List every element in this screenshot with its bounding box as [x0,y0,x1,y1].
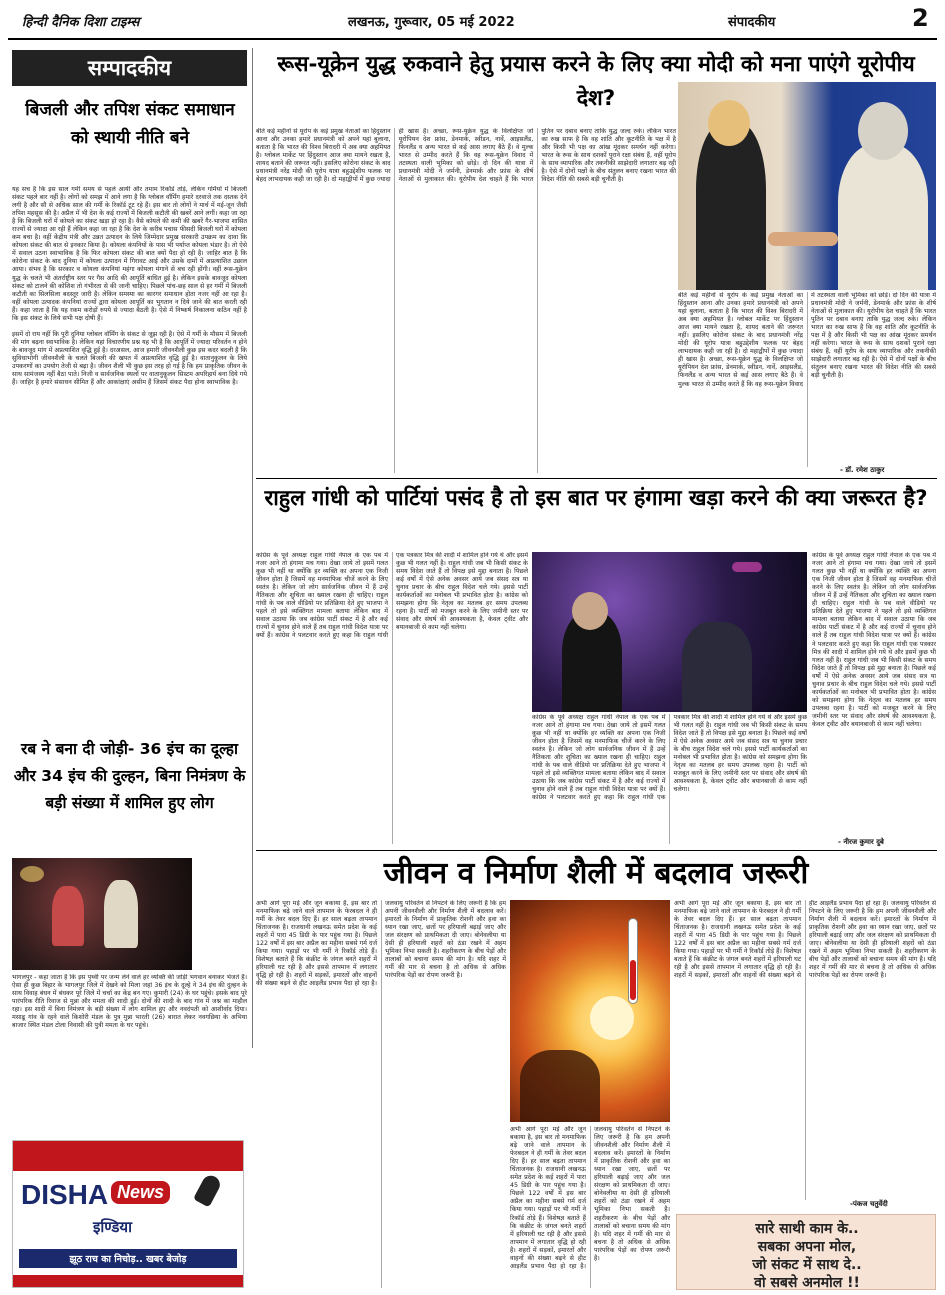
masthead [8,6,937,36]
wedding-body: भागलपुर - कहा जाता है कि इस पृथ्वी पर जन्म लेने वाले हर व्यक्ति की जोड़ी भगवान बनाकर भेजते हैं। ऐसा ही कुछ बिहार के भागलपुर जिले में देखने को मिला जहां 36 इंच के दूल्हे ने 34 इंच की दुल्हन के साथ विवाह बंधन में बंधकर पूरे जिले में चर्चा का केंद्र बन गए। कुमारी (24) के घर पहुंचे। इसके बाद पूरे पारंपरिक रीति रिवाज से मुन्ना और ममता की शादी हुई। दोनों की शादी के बाद गांव में जश्न का माहौल रहा। इस शादी में बिना निमंत्रण के बड़ी संख्या में लोग शामिल हुए और नवदंपती को आशीर्वाद दिया। मसाढू गांव के रहने वाले किशोरी मंडल के पुत्र मुन्ना भारती (26) बारात लेकर नवगछिया के अभिया बाजार स्थित मंडल टोला निवासी की पुत्री ममता के घर पहुंचे। [12,974,247,1030]
page-number: 2 [912,4,929,32]
heatwave-photo [510,900,670,1122]
russia-byline: - डॉ. रमेश ठाकुर [840,466,885,474]
quote-line-2: सबका अपना मोल, [757,1239,857,1255]
russia-headline: रूस-यूक्रेन युद्ध रुकवाने हेतु प्रयास करने के लिए क्या मोदी को मना पाएंगे यूरोपीय देश? [277,52,915,111]
disha-news-ad [12,1140,244,1288]
section-rule-1 [256,478,937,479]
wedding-headline: रब ने बना दी जोड़ी- 36 इंच का दूल्हा और 34 इंच की दुल्हन, बिना निमंत्रण के बड़ी संख्या में शामिल हुए लोग [13,740,246,812]
ad-news: News [111,1181,170,1204]
editorial-band: सम्पादकीय [12,50,247,86]
ad-brand: DISHA [21,1179,109,1210]
section-name: संपादकीय [728,15,776,30]
ad-hindi: इण्डिया [93,1218,132,1236]
sun-icon [590,996,634,1040]
column-divider [252,48,253,1048]
editorial-body: यह सच है कि इस साल गर्मी समय से पहले आयी और तमाम रिकॉर्ड तोड़े, लेकिन गर्मियों में बिजली संकट पहले बार नहीं है। लोगों को समझ में आने लगा है कि ग्लोबल वॉर्मिंग हमारे दरवाजे तक दस्तक देने लगी है और सौ से अधिक साल की गर्मी के रिकॉर्ड टूट रहे हैं। इस बार तो लोगों ने मार्च में मई-जून जैसी तपिश महसूस की है। अप्रैल में भी देश के कई राज्यों में बिजली कटौती की खबरें आने लगीं। कहा जा रहा है कि बिजली घरों में कोयले का संकट खड़ा हो रहा है। वैसे कोयले की कमी की खबरें गैर-भाजपा शासित राज्यों से ज्यादा आ रही हैं लेकिन कहा जा रहा है कि देश के करीब पचास फीसदी बिजली घरों में कोयला कम बचा है। वहीं केंद्रीय मंत्री और उन्नत उत्पादन के लिये जिम्मेदार प्रमुख सरकारी उपक्रम का दावा कि कोयला संकट की बात से इनकार किया है। कोयला कंपनियों के पास भी पर्याप्त कोयला भंडार है। तो ऐसे में सवाल उठना स्वाभाविक है कि फिर कोयला संकट की बात क्यों पैदा हो रही है। जाहिर बात है कि कोरोना संकट के बाद दुनिया में कोयला उत्पादन में गिरावट आई और उसके दामों में अप्रत्याशित उछाल आया। संभव है कि सरकार व कोयला कंपनियां महंगा कोयला मंगाने से बच रही होंगी। वहीं रूस-यूक्रेन युद्ध के चलते भी अंतर्राष्ट्रीय स्तर पर गैस आदि की आपूर्ति बाधित हुई है। लेकिन इसके बावजूद कोयला संकट को टालने की कोशिश तो गंभीरता से की जानी चाहिए। पिछले पांच-छह साल से हर गर्मी में बिजली कटौती का सिलसिला बदस्तूर जारी है। लेकिन समस्या का कारगर समाधान होता नजर नहीं आ रहा है। वहीं कोयला उत्पादक कंपनियां राज्यों द्वारा कोयला आपूर्ति का भुगतान न दिये जाने की बात करती रही हैं। कहा जाता है कि यह रकम करोड़ों रुपये से ज्यादा बैठती है। ऐसे में निष्कर्ष निकालना कठिन नहीं है कि इस संकट के लिये सभी पक्ष दोषी हैं। इसमें दो राय नहीं कि पूरी दुनिया ग्लोबल वॉर्मिंग के संकट से जूझ रही है। ऐसे में गर्मी के मौसम में बिजली की मांग बढ़ना स्वाभाविक है। लेकिन यहां विचारणीय प्रश्न यह भी है कि आपूर्ति में ज्यादा परिवर्तन न होने के बावजूद मांग में अप्रत्याशित वृद्धि हुई है। दरअसल, आज हमारी जीवनशैली कुछ इस कदर बदली है कि सुविधाभोगी जीवनशैली के चलते बिजली की खपत में अप्रत्याशित वृद्धि हुई है। वातानुकूलन के लिये उपकरणों का उपयोग तेजी से बढ़ा है। जीवन शैली भी कुछ इस तरह हो गई है कि हम प्राकृतिक जीवन के साथ सामंजस्य नहीं बैठा पाते। निजी व सार्वजनिक स्थलों पर वातानुकूलन सिस्टम अपरिहार्य बना दिये गये हैं। जाहिर है हमारे संसाधन सीमित हैं और आकांक्षाएं असीम हैं जिसमें संकट पैदा होना स्वाभाविक है। [12,186,247,387]
section-rule-2 [256,850,937,851]
quote-line-3: जो संकट में साथ दे.. [752,1257,862,1273]
lifestyle-byline: -पंकज चतुर्वेदी [850,1200,888,1208]
rahul-body: कांग्रेस के पूर्व अध्यक्ष राहुल गांधी नेपाल के एक पब में नजर आने तो हंगामा मच गया। देखा जाये तो इसमें गलत कुछ भी नहीं था क्योंकि हर व्यक्ति का अपना एक निजी जीवन होता है जिसमें वह मनमाफिक चीजें करने के लिए स्वतंत्र है। लेकिन जो लोग सार्वजनिक जीवन में हैं उन्हें नैतिकता और शुचिता का ख्याल रखना ही चाहिए। राहुल गांधी के पब वाले वीडियो पर प्रतिक्रिया देते हुए भाजपा ने पहले तो इसे व्यक्तिगत मामला बताया लेकिन बाद में सवाल उठाया कि जब कांग्रेस पार्टी संकट में है और कई राज्यों में चुनाव होने वाले हैं तब राहुल गांधी विदेश यात्रा पर क्यों हैं। कांग्रेस ने पलटवार करते हुए कहा कि राहुल गांधी एक पत्रकार मित्र की शादी में शामिल होने गये थे और इसमें कुछ भी गलत नहीं है। राहुल गांधी जब भी किसी संकट के समय विदेश जाते हैं तो विपक्ष इसे मुद्दा बनाता है। पिछले कई वर्षों में ऐसे अनेक अवसर आये जब संसद सत्र या चुनाव प्रचार के बीच राहुल विदेश चले गये। इससे पार्टी कार्यकर्ताओं का मनोबल भी प्रभावित होता है। कांग्रेस को समझना होगा कि नेतृत्व का मतलब हर समय उपलब्ध रहना है। पार्टी को मजबूत करने के लिए जमीनी स्तर पर संवाद और संघर्ष की आवश्यकता है, केवल ट्वीट और बयानबाजी से काम नहीं चलेगा। [256,552,528,640]
editorial-headline: बिजली और तपिश संकट समाधान को स्थायी नीति बने [25,100,235,148]
lifestyle-body-2: अभी आगे पूरा मई और जून बकाया है, इस बार तो मनमाफिक बढ़े जाने वाले तापमान के फेरबदल ने ही गर्मी के तेवर बदल दिए हैं। हर साल बढ़ता तापमान चिंताजनक है। राजधानी लखनऊ समेत प्रदेश के कई शहरों में पारा 45 डिग्री के पार पहुंच गया है। पिछले 122 वर्षों में इस बार अप्रैल का महीना सबसे गर्म दर्ज किया गया। पहाड़ों पर भी गर्मी ने रिकॉर्ड तोड़े हैं। विशेषज्ञ बताते हैं कि कंक्रीट के जंगल बनते शहरों में हरियाली घट रही है और इससे तापमान में लगातार वृद्धि हो रही है। शहरों में सड़कों, इमारतों और वाहनों की संख्या बढ़ने से हीट आइलैंड प्रभाव पैदा हो रहा है। जलवायु परिवर्तन से निपटने के लिए जरूरी है कि हम अपनी जीवनशैली और निर्माण शैली में बदलाव करें। इमारतों के निर्माण में प्राकृतिक रोशनी और हवा का ध्यान रखा जाए, छतों पर हरियाली बढ़ाई जाए और जल संरक्षण को प्राथमिकता दी जाए। बोनेवलीया या देसी ही हरियाली शहरों को ठंडा रखने में अहम भूमिका निभा सकती है। शहरीकरण के बीच पेड़ों और तालाबों को बचाना समय की मांग है। यदि शहर में गर्मी की मार से बचना है तो अधिक से अधिक पारंपरिक पेड़ों का रोपण जरूरी है। [510,1126,670,1270]
rahul-body-3: कांग्रेस के पूर्व अध्यक्ष राहुल गांधी नेपाल के एक पब में नजर आने तो हंगामा मच गया। देखा जाये तो इसमें गलत कुछ भी नहीं था क्योंकि हर व्यक्ति का अपना एक निजी जीवन होता है जिसमें वह मनमाफिक चीजें करने के लिए स्वतंत्र है। लेकिन जो लोग सार्वजनिक जीवन में हैं उन्हें नैतिकता और शुचिता का ख्याल रखना ही चाहिए। राहुल गांधी के पब वाले वीडियो पर प्रतिक्रिया देते हुए भाजपा ने पहले तो इसे व्यक्तिगत मामला बताया लेकिन बाद में सवाल उठाया कि जब कांग्रेस पार्टी संकट में है और कई राज्यों में चुनाव होने वाले हैं तब राहुल गांधी विदेश यात्रा पर क्यों हैं। कांग्रेस ने पलटवार करते हुए कहा कि राहुल गांधी एक पत्रकार मित्र की शादी में शामिल होने गये थे और इसमें कुछ भी गलत नहीं है। राहुल गांधी जब भी किसी संकट के समय विदेश जाते हैं तो विपक्ष इसे मुद्दा बनाता है। पिछले कई वर्षों में ऐसे अनेक अवसर आये जब संसद सत्र या चुनाव प्रचार के बीच राहुल विदेश चले गये। इससे पार्टी कार्यकर्ताओं का मनोबल भी प्रभावित होता है। कांग्रेस को समझना होगा कि नेतृत्व का मतलब हर समय उपलब्ध रहना है। पार्टी को मजबूत करने के लिए जमीनी स्तर पर संवाद और संघर्ष की आवश्यकता है, केवल ट्वीट और बयानबाजी से काम नहीं चलेगा। [812,552,936,728]
lifestyle-body-3: अभी आगे पूरा मई और जून बकाया है, इस बार तो मनमाफिक बढ़े जाने वाले तापमान के फेरबदल ने ही गर्मी के तेवर बदल दिए हैं। हर साल बढ़ता तापमान चिंताजनक है। राजधानी लखनऊ समेत प्रदेश के कई शहरों में पारा 45 डिग्री के पार पहुंच गया है। पिछले 122 वर्षों में इस बार अप्रैल का महीना सबसे गर्म दर्ज किया गया। पहाड़ों पर भी गर्मी ने रिकॉर्ड तोड़े हैं। विशेषज्ञ बताते हैं कि कंक्रीट के जंगल बनते शहरों में हरियाली घट रही है और इससे तापमान में लगातार वृद्धि हो रही है। शहरों में सड़कों, इमारतों और वाहनों की संख्या बढ़ने से हीट आइलैंड प्रभाव पैदा हो रहा है। जलवायु परिवर्तन से निपटने के लिए जरूरी है कि हम अपनी जीवनशैली और निर्माण शैली में बदलाव करें। इमारतों के निर्माण में प्राकृतिक रोशनी और हवा का ध्यान रखा जाए, छतों पर हरियाली बढ़ाई जाए और जल संरक्षण को प्राथमिकता दी जाए। बोनेवलीया या देसी ही हरियाली शहरों को ठंडा रखने में अहम भूमिका निभा सकती है। शहरीकरण के बीच पेड़ों और तालाबों को बचाना समय की मांग है। यदि शहर में गर्मी की मार से बचना है तो अधिक से अधिक पारंपरिक पेड़ों का रोपण जरूरी है। [674,900,936,980]
modi-von-der-leyen-photo [678,82,936,290]
ad-tagline: झूठ राच का निचोड़.. खबर बेजोड़ [19,1249,237,1268]
rahul-byline: - नीरज कुमार दुबे [838,838,884,846]
quote-line-4: वो सबसे अनमोल !! [754,1275,860,1290]
wedding-photo [12,858,192,970]
header-rule [8,38,937,40]
russia-body-2: बीते कई महीनों से यूरोप के कई प्रमुख नेताओं का हिंदुस्तान आना और उनका हमारे प्रधानमंत्री को अपने यहां बुलाना, बताता है कि भारत की विश्व बिरादरी में अब क्या अहमियत है। ग्लोबल मार्केट पर हिंदुस्तान आज क्या मायने रखता है, शायद बताने की जरूरत नहीं। इसलिए कोरोना संकट के बाद प्रधानमंत्री नरेंद्र मोदी की यूरोप यात्रा बहुउद्देशीय फलक पर बेहद लाभदायक कही जा रही है। दो महाद्वीपों में कुछ ज्यादा ही खास है। अच्छा, रूस-यूक्रेन युद्ध के विलक्षिप्त जो यूरोपियन देश फ्रांस, डेनमार्क, स्वीडन, नार्वे, आइसलैंड, फिनलैंड व अन्य भारत से कई आस लगाए बैठे हैं। वे मुल्क भारत से उम्मीद करते हैं कि वह रूस-यूक्रेन विवाद में तटस्थता वाली भूमिका को छोड़े। दो दिन की यात्रा में प्रधानमंत्री मोदी ने जर्मनी, डेनमार्क और फ्रांस के शीर्ष नेताओं से मुलाकात की। यूरोपीय देश चाहते हैं कि भारत पुतिन पर दबाव बनाए ताकि युद्ध जल्द रुके। लेकिन भारत का रुख साफ है कि वह शांति और कूटनीति के पक्ष में है और किसी भी पक्ष का आंख मूंदकर समर्थन नहीं करेगा। भारत के रूस के साथ दशकों पुराने रक्षा संबंध हैं, वहीं यूरोप के साथ व्यापारिक और तकनीकी साझेदारी लगातार बढ़ रही है। ऐसे में दोनों पक्षों के बीच संतुलन बनाए रखना भारत की विदेश नीति की सबसे बड़ी चुनौती है। [678,292,936,388]
paper-name: हिन्दी दैनिक दिशा टाइम्स [22,15,140,30]
rahul-body-2: कांग्रेस के पूर्व अध्यक्ष राहुल गांधी नेपाल के एक पब में नजर आने तो हंगामा मच गया। देखा जाये तो इसमें गलत कुछ भी नहीं था क्योंकि हर व्यक्ति का अपना एक निजी जीवन होता है जिसमें वह मनमाफिक चीजें करने के लिए स्वतंत्र है। लेकिन जो लोग सार्वजनिक जीवन में हैं उन्हें नैतिकता और शुचिता का ख्याल रखना ही चाहिए। राहुल गांधी के पब वाले वीडियो पर प्रतिक्रिया देते हुए भाजपा ने पहले तो इसे व्यक्तिगत मामला बताया लेकिन बाद में सवाल उठाया कि जब कांग्रेस पार्टी संकट में है और कई राज्यों में चुनाव होने वाले हैं तब राहुल गांधी विदेश यात्रा पर क्यों हैं। कांग्रेस ने पलटवार करते हुए कहा कि राहुल गांधी एक पत्रकार मित्र की शादी में शामिल होने गये थे और इसमें कुछ भी गलत नहीं है। राहुल गांधी जब भी किसी संकट के समय विदेश जाते हैं तो विपक्ष इसे मुद्दा बनाता है। पिछले कई वर्षों में ऐसे अनेक अवसर आये जब संसद सत्र या चुनाव प्रचार के बीच राहुल विदेश चले गये। इससे पार्टी कार्यकर्ताओं का मनोबल भी प्रभावित होता है। कांग्रेस को समझना होगा कि नेतृत्व का मतलब हर समय उपलब्ध रहना है। पार्टी को मजबूत करने के लिए जमीनी स्तर पर संवाद और संघर्ष की आवश्यकता है, केवल ट्वीट और बयानबाजी से काम नहीं चलेगा। [532,714,807,802]
rahul-headline: राहुल गांधी को पार्टियां पसंद है तो इस बात पर हंगामा खड़ा करने की क्या जरूरत है? [264,486,928,511]
microphone-icon [193,1173,223,1208]
dateline: लखनऊ, गुरूवार, 05 मई 2022 [348,15,515,30]
quote-line-1: सारे साथी काम के.. [755,1221,859,1237]
rahul-pub-photo [532,552,807,712]
quote-box [676,1214,936,1290]
lifestyle-headline: जीवन व निर्माण शैली में बदलाव जरूरी [383,856,809,891]
lifestyle-body: अभी आगे पूरा मई और जून बकाया है, इस बार तो मनमाफिक बढ़े जाने वाले तापमान के फेरबदल ने ही गर्मी के तेवर बदल दिए हैं। हर साल बढ़ता तापमान चिंताजनक है। राजधानी लखनऊ समेत प्रदेश के कई शहरों में पारा 45 डिग्री के पार पहुंच गया है। पिछले 122 वर्षों में इस बार अप्रैल का महीना सबसे गर्म दर्ज किया गया। पहाड़ों पर भी गर्मी ने रिकॉर्ड तोड़े हैं। विशेषज्ञ बताते हैं कि कंक्रीट के जंगल बनते शहरों में हरियाली घट रही है और इससे तापमान में लगातार वृद्धि हो रही है। शहरों में सड़कों, इमारतों और वाहनों की संख्या बढ़ने से हीट आइलैंड प्रभाव पैदा हो रहा है। जलवायु परिवर्तन से निपटने के लिए जरूरी है कि हम अपनी जीवनशैली और निर्माण शैली में बदलाव करें। इमारतों के निर्माण में प्राकृतिक रोशनी और हवा का ध्यान रखा जाए, छतों पर हरियाली बढ़ाई जाए और जल संरक्षण को प्राथमिकता दी जाए। बोनेवलीया या देसी ही हरियाली शहरों को ठंडा रखने में अहम भूमिका निभा सकती है। शहरीकरण के बीच पेड़ों और तालाबों को बचाना समय की मांग है। यदि शहर में गर्मी की मार से बचना है तो अधिक से अधिक पारंपरिक पेड़ों का रोपण जरूरी है। [256,900,506,988]
ad-red-block [13,1141,244,1171]
russia-body: बीते कई महीनों से यूरोप के कई प्रमुख नेताओं का हिंदुस्तान आना और उनका हमारे प्रधानमंत्री को अपने यहां बुलाना, बताता है कि भारत की विश्व बिरादरी में अब क्या अहमियत है। ग्लोबल मार्केट पर हिंदुस्तान आज क्या मायने रखता है, शायद बताने की जरूरत नहीं। इसलिए कोरोना संकट के बाद प्रधानमंत्री नरेंद्र मोदी की यूरोप यात्रा बहुउद्देशीय फलक पर बेहद लाभदायक कही जा रही है। दो महाद्वीपों में कुछ ज्यादा ही खास है। अच्छा, रूस-यूक्रेन युद्ध के विलक्षिप्त जो यूरोपियन देश फ्रांस, डेनमार्क, स्वीडन, नार्वे, आइसलैंड, फिनलैंड व अन्य भारत से कई आस लगाए बैठे हैं। वे मुल्क भारत से उम्मीद करते हैं कि वह रूस-यूक्रेन विवाद में तटस्थता वाली भूमिका को छोड़े। दो दिन की यात्रा में प्रधानमंत्री मोदी ने जर्मनी, डेनमार्क और फ्रांस के शीर्ष नेताओं से मुलाकात की। यूरोपीय देश चाहते हैं कि भारत पुतिन पर दबाव बनाए ताकि युद्ध जल्द रुके। लेकिन भारत का रुख साफ है कि वह शांति और कूटनीति के पक्ष में है और किसी भी पक्ष का आंख मूंदकर समर्थन नहीं करेगा। भारत के रूस के साथ दशकों पुराने रक्षा संबंध हैं, वहीं यूरोप के साथ व्यापारिक और तकनीकी साझेदारी लगातार बढ़ रही है। ऐसे में दोनों पक्षों के बीच संतुलन बनाए रखना भारत की विदेश नीति की सबसे बड़ी चुनौती है। [256,128,676,184]
